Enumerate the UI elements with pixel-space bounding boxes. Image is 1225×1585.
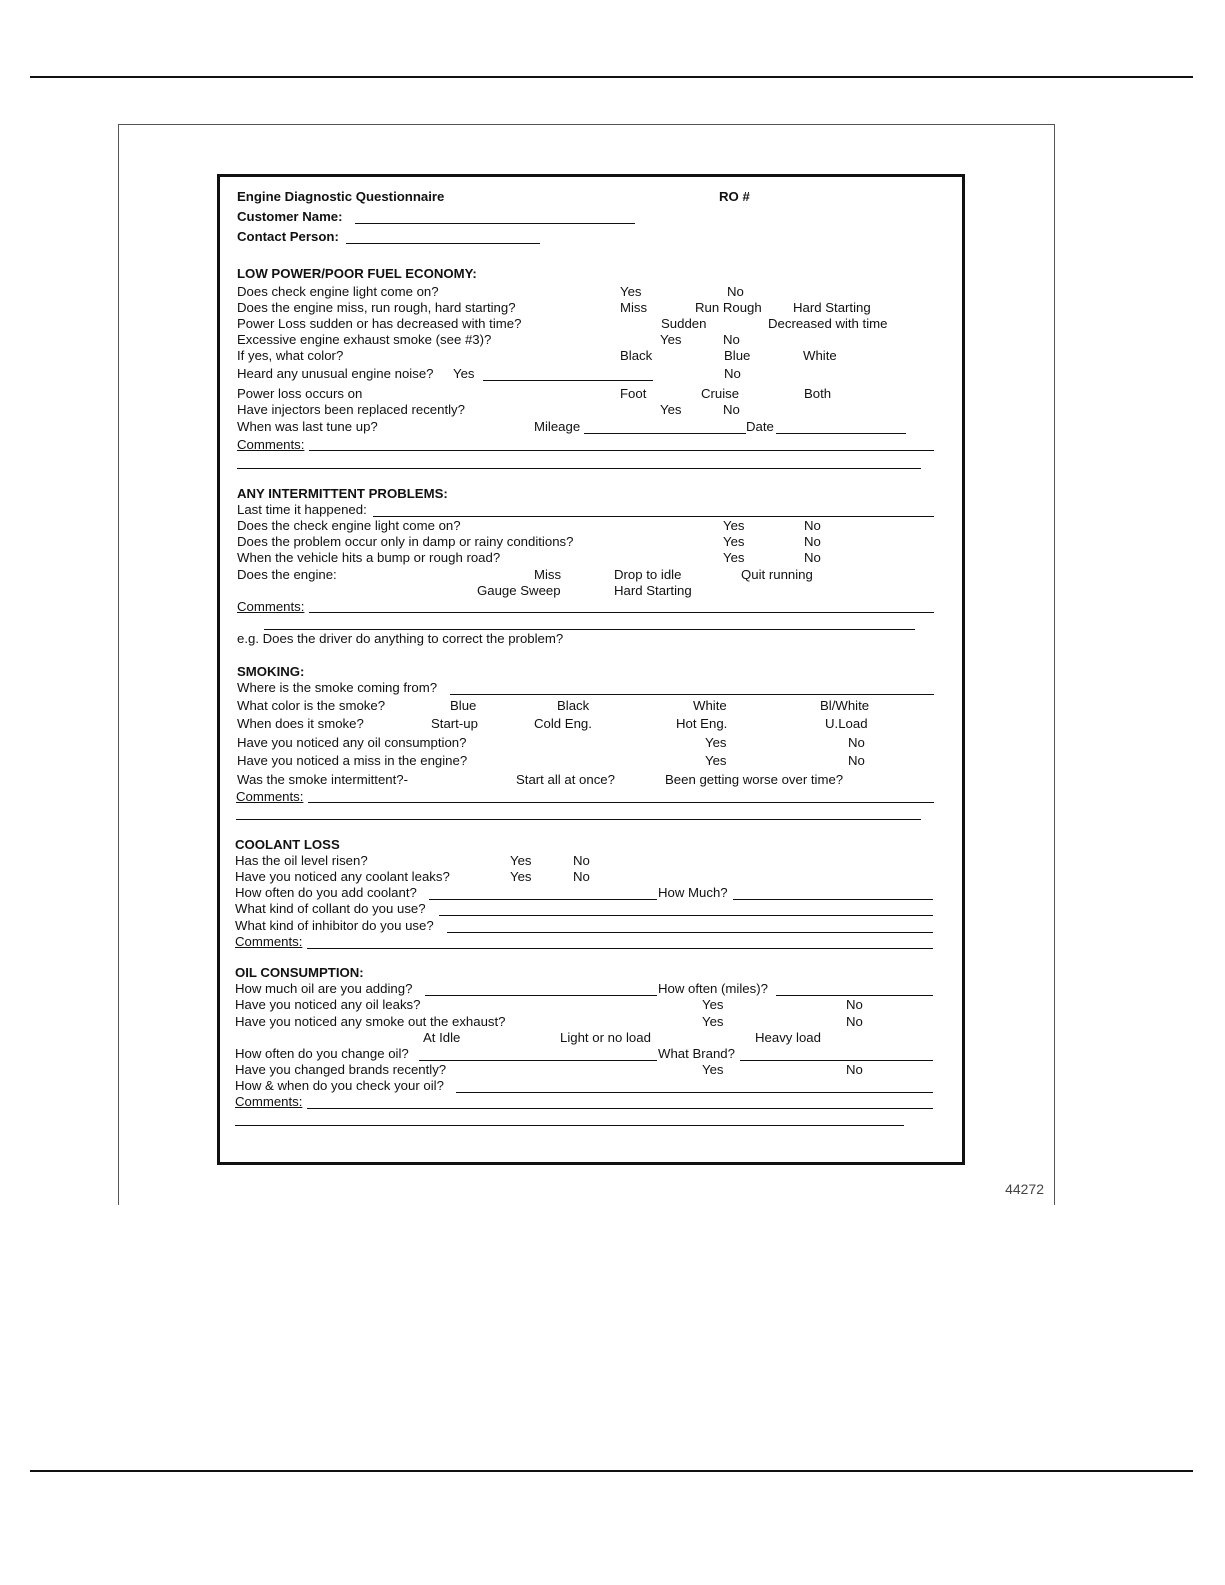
question-smoke-source: Where is the smoke coming from? (237, 680, 438, 695)
option-black[interactable]: Black (620, 348, 653, 363)
inhibitor-kind-field[interactable] (447, 932, 933, 933)
comments-line[interactable] (309, 450, 934, 451)
question-injectors: Have injectors been replaced recently? (237, 402, 465, 417)
option-yes[interactable]: Yes (705, 735, 727, 750)
check-oil-field[interactable] (456, 1092, 933, 1093)
figure-number: 44272 (1005, 1181, 1044, 1197)
comments-line[interactable] (236, 819, 921, 820)
question-inhibitor-kind: What kind of inhibitor do you use? (235, 918, 434, 933)
mileage-label: Mileage (534, 419, 581, 434)
option-no[interactable]: No (848, 753, 865, 768)
option-miss[interactable]: Miss (534, 567, 562, 582)
option-gauge-sweep[interactable]: Gauge Sweep (477, 583, 561, 598)
option-yes[interactable]: Yes (705, 753, 727, 768)
question-last-time: Last time it happened: (237, 502, 367, 517)
option-white[interactable]: White (693, 698, 727, 713)
option-light-load[interactable]: Light or no load (560, 1030, 651, 1045)
questionnaire-form (217, 174, 965, 1165)
option-at-idle[interactable]: At Idle (423, 1030, 461, 1045)
option-no[interactable]: No (848, 735, 865, 750)
comments-label: Comments: (236, 789, 304, 804)
question-engine-noise: Heard any unusual engine noise? (237, 366, 434, 381)
option-blue[interactable]: Blue (450, 698, 477, 713)
comments-line[interactable] (309, 612, 934, 613)
engine-noise-field[interactable] (483, 380, 653, 381)
date-field[interactable] (776, 433, 906, 434)
section-heading-smoking: SMOKING: (237, 664, 305, 679)
question-smoke-color: What color is the smoke? (237, 698, 386, 713)
option-yes[interactable]: Yes (660, 332, 682, 347)
comments-line[interactable] (237, 468, 921, 469)
option-both[interactable]: Both (804, 386, 832, 401)
comments-label: Comments: (235, 934, 303, 949)
option-yes[interactable]: Yes (723, 534, 745, 549)
comments-line[interactable] (264, 629, 915, 630)
option-yes[interactable]: Yes (702, 997, 724, 1012)
section-heading-oil: OIL CONSUMPTION: (235, 965, 364, 980)
option-start-all-at-once[interactable]: Start all at once? (516, 772, 615, 787)
option-yes[interactable]: Yes (702, 1014, 724, 1029)
comments-label: Comments: (237, 599, 305, 614)
option-no[interactable]: No (846, 1062, 863, 1077)
option-no[interactable]: No (724, 366, 741, 381)
question-bump: When the vehicle hits a bump or rough road? (237, 550, 501, 565)
question-change-oil: How often do you change oil? (235, 1046, 409, 1061)
how-much-field[interactable] (733, 899, 933, 900)
comments-label: Comments: (237, 437, 305, 452)
how-often-miles-label: How often (miles)? (658, 981, 768, 996)
contact-person-field[interactable] (346, 243, 540, 244)
question-tune-up: When was last tune up? (237, 419, 378, 434)
ro-number-label: RO # (719, 189, 750, 204)
question-engine-miss: Does the engine miss, run rough, hard starting? (237, 300, 516, 315)
option-run-rough[interactable]: Run Rough (695, 300, 762, 315)
comments-line[interactable] (307, 1108, 933, 1109)
option-no[interactable]: No (727, 284, 744, 299)
option-foot[interactable]: Foot (620, 386, 647, 401)
option-yes[interactable]: Yes (723, 518, 745, 533)
option-no[interactable]: No (804, 518, 821, 533)
question-power-loss-occurs: Power loss occurs on (237, 386, 363, 401)
option-yes[interactable]: Yes (723, 550, 745, 565)
option-no[interactable]: No (846, 997, 863, 1012)
option-cruise[interactable]: Cruise (701, 386, 740, 401)
question-oil-level-risen: Has the oil level risen? (235, 853, 368, 868)
question-oil-leaks: Have you noticed any oil leaks? (235, 997, 421, 1012)
example-note: e.g. Does the driver do anything to correct the problem? (237, 631, 564, 646)
question-check-engine-light: Does check engine light come on? (237, 284, 439, 299)
option-decreased[interactable]: Decreased with time (768, 316, 888, 331)
last-time-field[interactable] (373, 516, 934, 517)
form-title: Engine Diagnostic Questionnaire (237, 189, 445, 204)
option-no[interactable]: No (846, 1014, 863, 1029)
option-cold-eng[interactable]: Cold Eng. (534, 716, 592, 731)
date-label: Date (746, 419, 774, 434)
option-no[interactable]: No (804, 550, 821, 565)
oil-adding-field[interactable] (425, 995, 657, 996)
question-check-engine-light: Does the check engine light come on? (237, 518, 461, 533)
question-damp-conditions: Does the problem occur only in damp or rainy conditions? (237, 534, 574, 549)
question-does-engine: Does the engine: (237, 567, 337, 582)
question-smoke-exhaust: Have you noticed any smoke out the exhaust? (235, 1014, 506, 1029)
section-heading-coolant: COOLANT LOSS (235, 837, 340, 852)
change-oil-field[interactable] (419, 1060, 657, 1061)
what-brand-field[interactable] (740, 1060, 933, 1061)
option-no[interactable]: No (723, 402, 740, 417)
question-engine-miss: Have you noticed a miss in the engine? (237, 753, 468, 768)
option-bl-white[interactable]: Bl/White (820, 698, 870, 713)
customer-name-label: Customer Name: (237, 209, 343, 224)
mileage-field[interactable] (584, 433, 746, 434)
coolant-kind-field[interactable] (439, 915, 933, 916)
how-much-label: How Much? (658, 885, 728, 900)
question-coolant-kind: What kind of collant do you use? (235, 901, 426, 916)
top-rule (30, 76, 1193, 78)
option-yes[interactable]: Yes (510, 853, 532, 868)
option-hard-starting[interactable]: Hard Starting (614, 583, 692, 598)
how-often-miles-field[interactable] (776, 995, 933, 996)
comments-line[interactable] (235, 1125, 904, 1126)
option-hard-starting[interactable]: Hard Starting (793, 300, 871, 315)
question-power-loss: Power Loss sudden or has decreased with time? (237, 316, 522, 331)
option-no[interactable]: No (573, 853, 590, 868)
option-hot-eng[interactable]: Hot Eng. (676, 716, 728, 731)
question-oil-adding: How much oil are you adding? (235, 981, 413, 996)
comments-line[interactable] (308, 802, 934, 803)
option-blue[interactable]: Blue (724, 348, 751, 363)
comments-label: Comments: (235, 1094, 303, 1109)
comments-line[interactable] (307, 948, 933, 949)
question-add-coolant: How often do you add coolant? (235, 885, 417, 900)
option-sudden[interactable]: Sudden (661, 316, 707, 331)
option-drop-to-idle[interactable]: Drop to idle (614, 567, 682, 582)
add-coolant-field[interactable] (429, 899, 657, 900)
question-coolant-leaks: Have you noticed any coolant leaks? (235, 869, 450, 884)
option-start-up[interactable]: Start-up (431, 716, 478, 731)
question-smoke-color: If yes, what color? (237, 348, 344, 363)
customer-name-field[interactable] (355, 223, 635, 224)
bottom-rule (30, 1470, 1193, 1472)
question-check-oil: How & when do you check your oil? (235, 1078, 444, 1093)
option-yes[interactable]: Yes (660, 402, 682, 417)
option-heavy-load[interactable]: Heavy load (755, 1030, 821, 1045)
option-no[interactable]: No (723, 332, 740, 347)
contact-person-label: Contact Person: (237, 229, 339, 244)
option-miss[interactable]: Miss (620, 300, 648, 315)
option-black[interactable]: Black (557, 698, 590, 713)
option-no[interactable]: No (573, 869, 590, 884)
option-getting-worse[interactable]: Been getting worse over time? (665, 772, 844, 787)
question-changed-brands: Have you changed brands recently? (235, 1062, 447, 1077)
what-brand-label: What Brand? (658, 1046, 735, 1061)
section-heading-intermittent: ANY INTERMITTENT PROBLEMS: (237, 486, 448, 501)
option-quit-running[interactable]: Quit running (741, 567, 813, 582)
option-yes[interactable]: Yes (620, 284, 642, 299)
question-smoke-intermittent: Was the smoke intermittent?- (237, 772, 409, 787)
option-white[interactable]: White (803, 348, 837, 363)
option-u-load[interactable]: U.Load (825, 716, 868, 731)
smoke-source-field[interactable] (450, 694, 934, 695)
question-exhaust-smoke: Excessive engine exhaust smoke (see #3)? (237, 332, 492, 347)
option-yes[interactable]: Yes (453, 366, 475, 381)
question-oil-consumption: Have you noticed any oil consumption? (237, 735, 467, 750)
question-when-smoke: When does it smoke? (237, 716, 364, 731)
option-yes[interactable]: Yes (702, 1062, 724, 1077)
option-no[interactable]: No (804, 534, 821, 549)
section-heading-low-power: LOW POWER/POOR FUEL ECONOMY: (237, 266, 477, 281)
option-yes[interactable]: Yes (510, 869, 532, 884)
